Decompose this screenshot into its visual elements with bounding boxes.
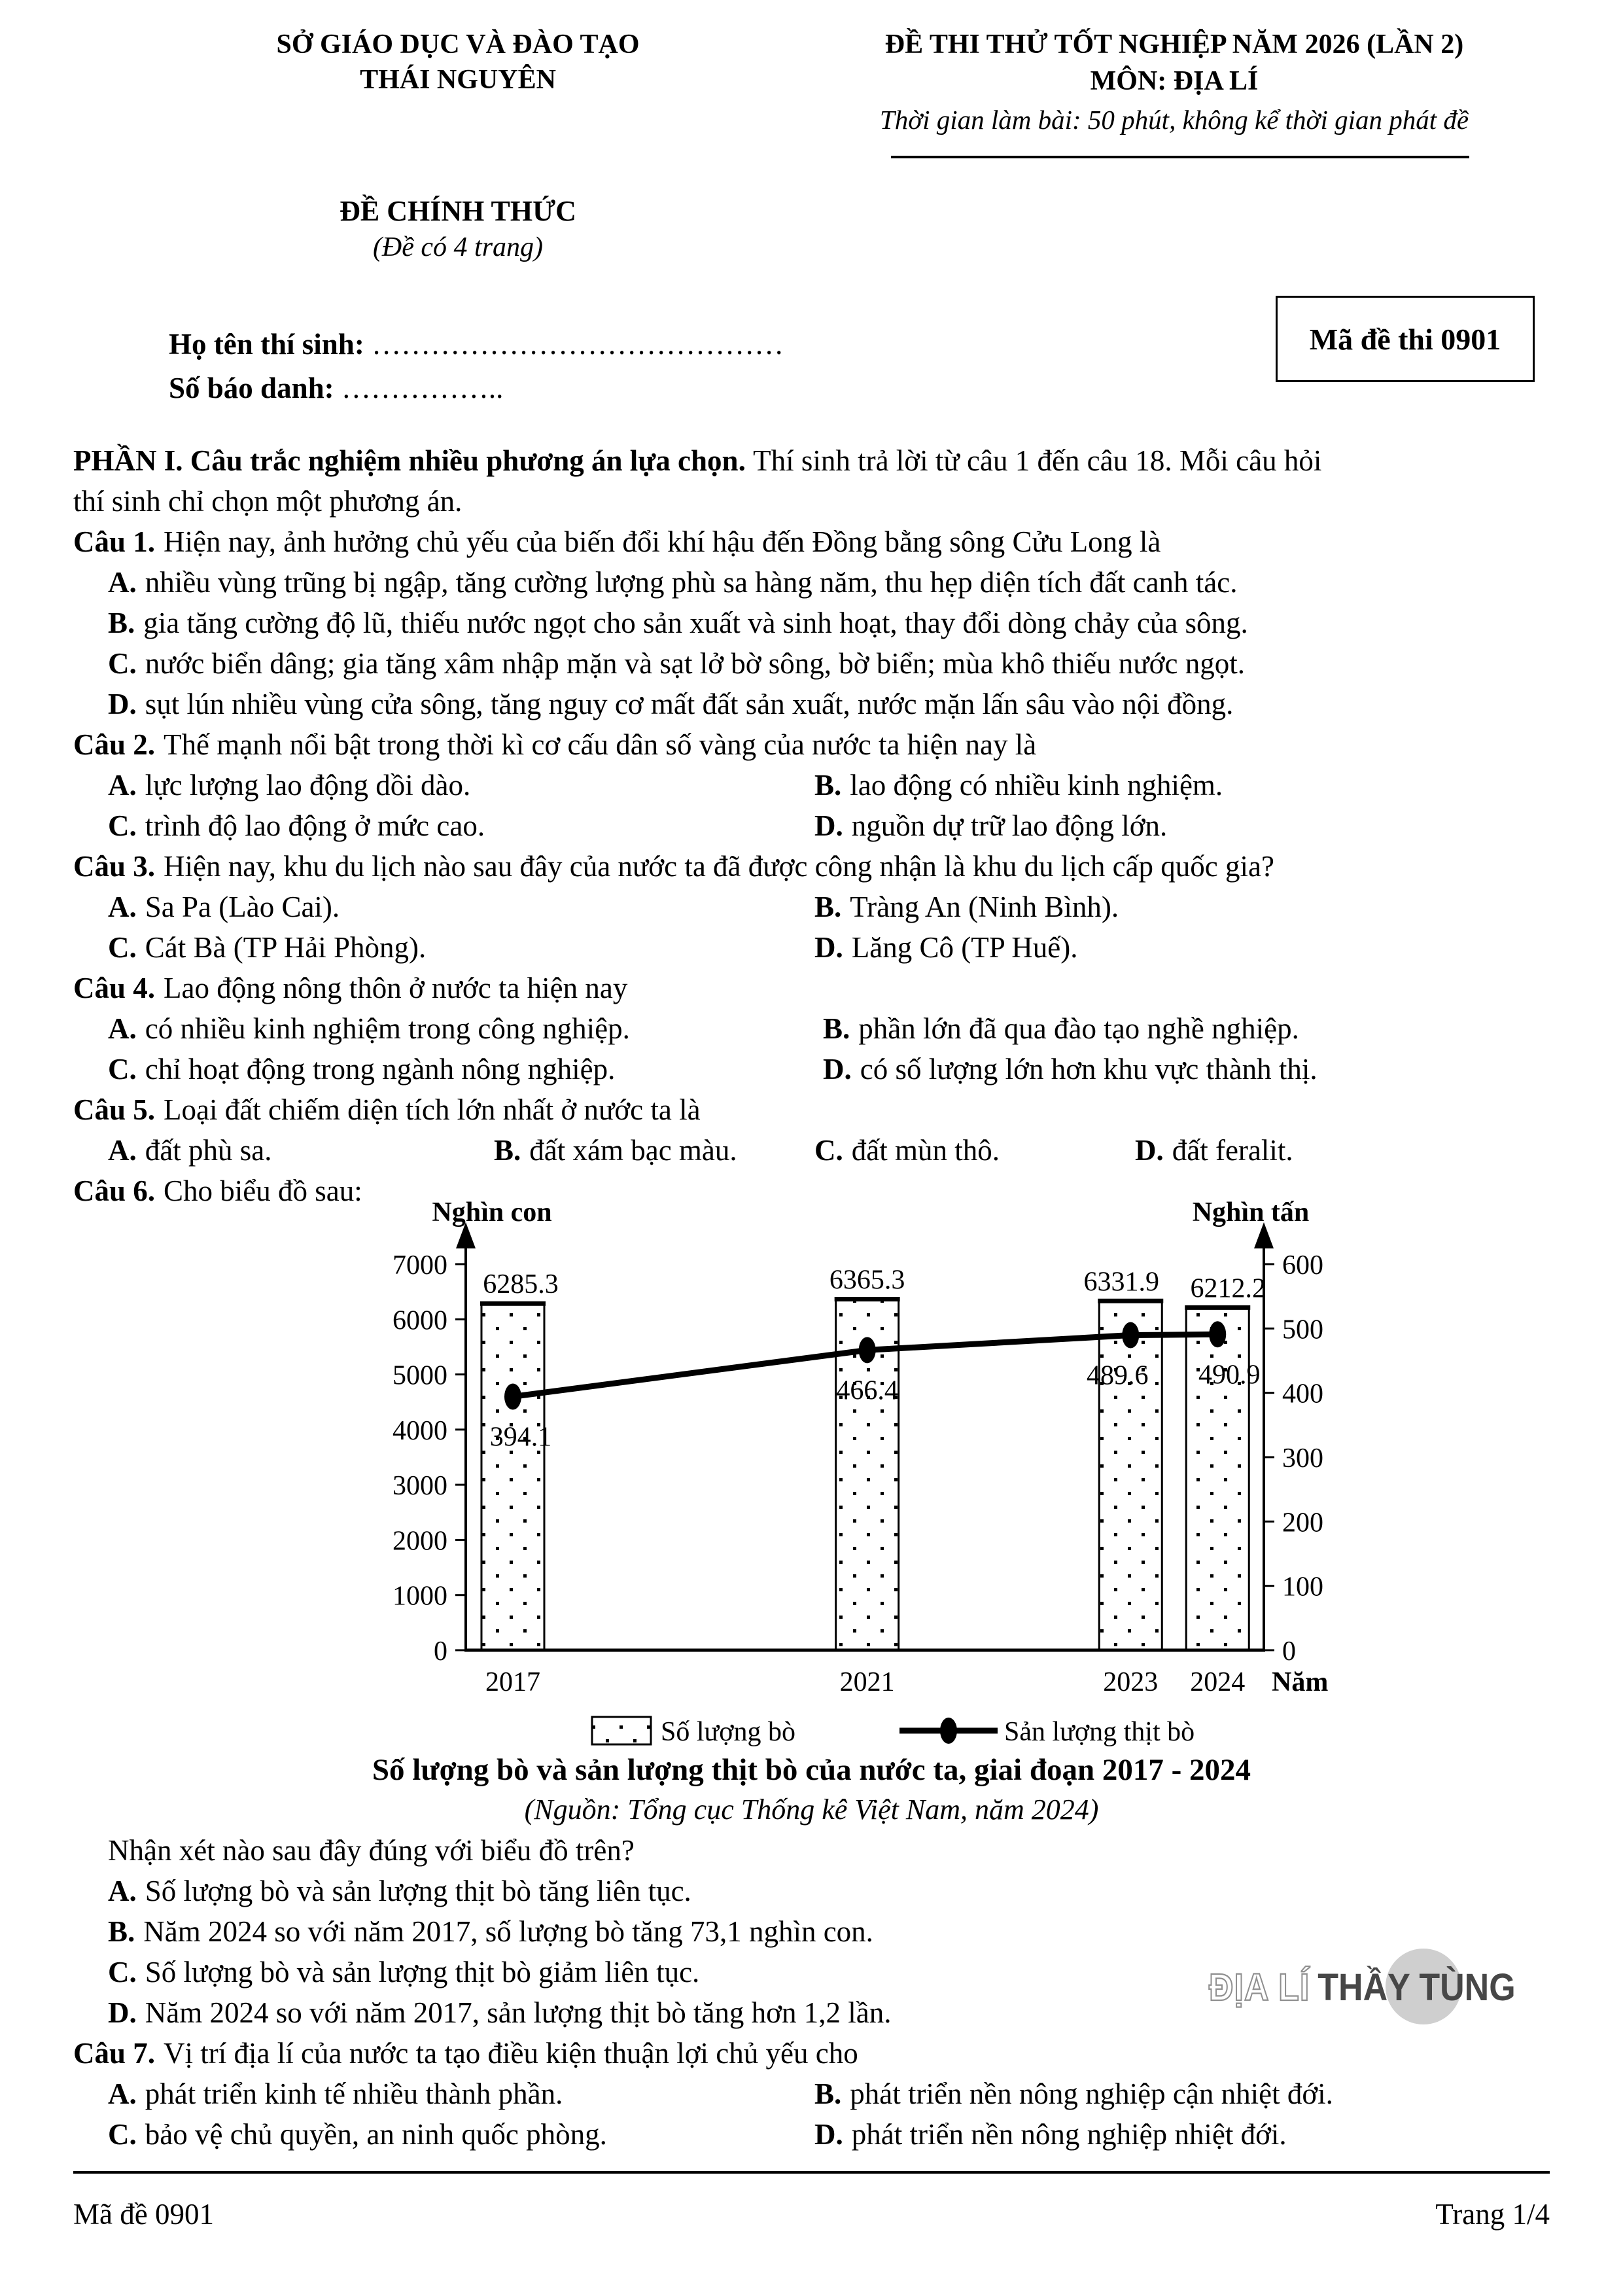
question-1-option-d: D. sụt lún nhiều vùng cửa sông, tăng nguy cơ mất đất sản xuất, nước mặn lấn sâu vào nội đồng. — [108, 688, 1234, 720]
svg-text:0: 0 — [434, 1636, 447, 1667]
svg-text:500: 500 — [1282, 1315, 1323, 1345]
question-1: Câu 1. Hiện nay, ảnh hưởng chủ yếu của biến đổi khí hậu đến Đồng bằng sông Cửu Long là — [73, 525, 1161, 558]
svg-text:2021: 2021 — [839, 1667, 895, 1697]
question-3-option-c: C. Cát Bà (TP Hải Phòng). — [108, 931, 427, 964]
svg-text:6212.2: 6212.2 — [1190, 1273, 1266, 1304]
question-5-option-c: C. đất mùn thô. — [814, 1134, 1000, 1167]
exam-title: ĐỀ THI THỬ TỐT NGHIỆP NĂM 2026 (LẦN 2) — [884, 29, 1464, 60]
svg-text:6285.3: 6285.3 — [483, 1269, 559, 1300]
svg-text:490.9: 490.9 — [1198, 1360, 1261, 1390]
question-3-option-d: D. Lăng Cô (TP Huế). — [814, 931, 1078, 964]
question-2-option-a: A. lực lượng lao động dồi dào. — [108, 769, 471, 802]
svg-text:600: 600 — [1282, 1250, 1323, 1280]
svg-text:6000: 6000 — [393, 1305, 447, 1336]
svg-text:6365.3: 6365.3 — [829, 1265, 905, 1296]
part1-heading-rest: Thí sinh trả lời từ câu 1 đến câu 18. Mỗi câu hỏi — [753, 444, 1322, 477]
svg-text:300: 300 — [1282, 1443, 1323, 1474]
candidate-name-dots: …………………………………… — [364, 328, 784, 361]
exam-subject: MÔN: ĐỊA LÍ — [1090, 66, 1259, 96]
exam-code-label: Mã đề thi 0901 — [1309, 322, 1501, 356]
svg-text:466.4: 466.4 — [836, 1375, 898, 1406]
exam-code-box — [1276, 296, 1535, 382]
question-4-option-d: D. có số lượng lớn hơn khu vực thành thị. — [823, 1053, 1318, 1086]
question-6: Câu 6. Cho biểu đồ sau: — [73, 1174, 362, 1207]
svg-text:7000: 7000 — [393, 1250, 447, 1280]
question-5-option-a: A. đất phù sa. — [108, 1134, 272, 1167]
svg-text:394.1: 394.1 — [489, 1422, 552, 1453]
svg-text:Nghìn tấn: Nghìn tấn — [1192, 1199, 1310, 1227]
svg-text:Sản lượng thịt bò: Sản lượng thịt bò — [1004, 1717, 1195, 1747]
svg-text:0: 0 — [1282, 1636, 1296, 1667]
watermark — [1209, 1966, 1516, 2009]
question-3: Câu 3. Hiện nay, khu du lịch nào sau đây của nước ta đã được công nhận là khu du lịch cấp quốc gia? — [73, 850, 1274, 883]
pages-note: (Đề có 4 trang) — [372, 232, 544, 262]
svg-text:5000: 5000 — [393, 1360, 447, 1391]
exam-duration: Thời gian làm bài: 50 phút, không kể thời gian phát đề — [879, 105, 1469, 135]
svg-text:400: 400 — [1282, 1379, 1323, 1409]
svg-text:2017: 2017 — [485, 1667, 540, 1697]
footer-divider — [73, 2171, 1550, 2174]
candidate-name-label: Họ tên thí sinh: — [169, 328, 364, 361]
question-6-option-d: D. Năm 2024 so với năm 2017, sản lượng thịt bò tăng hơn 1,2 lần. — [108, 1996, 892, 2029]
svg-text:4000: 4000 — [393, 1415, 447, 1446]
question-3-option-b: B. Tràng An (Ninh Bình). — [814, 891, 1119, 923]
combo-chart-svg — [366, 1199, 1348, 1755]
svg-text:6331.9: 6331.9 — [1083, 1267, 1160, 1298]
svg-text:Số lượng bò: Số lượng bò — [661, 1717, 796, 1747]
question-1-option-c: C. nước biển dâng; gia tăng xâm nhập mặn và sạt lở bờ sông, bờ biển; mùa khô thiếu nước ngọt. — [108, 647, 1245, 680]
svg-text:200: 200 — [1282, 1508, 1323, 1538]
question-6-option-b: B. Năm 2024 so với năm 2017, số lượng bò tăng 73,1 nghìn con. — [108, 1915, 873, 1948]
question-2-option-b: B. lao động có nhiều kinh nghiệm. — [814, 769, 1223, 802]
question-6-prompt: Nhận xét nào sau đây đúng với biểu đồ trên? — [108, 1834, 635, 1867]
question-4: Câu 4. Lao động nông thôn ở nước ta hiện nay — [73, 972, 628, 1004]
svg-text:Năm: Năm — [1272, 1667, 1329, 1697]
svg-text:2023: 2023 — [1103, 1667, 1159, 1697]
chart-title: Số lượng bò và sản lượng thịt bò của nước ta, giai đoạn 2017 - 2024 — [372, 1753, 1251, 1787]
part1-heading — [73, 442, 1623, 479]
svg-text:2024: 2024 — [1190, 1667, 1246, 1697]
chart-source: (Nguồn: Tổng cục Thống kê Việt Nam, năm 2024) — [524, 1793, 1099, 1826]
question-4-option-a: A. có nhiều kinh nghiệm trong công nghiệp. — [108, 1012, 630, 1045]
question-2: Câu 2. Thế mạnh nổi bật trong thời kì cơ cấu dân số vàng của nước ta hiện nay là — [73, 728, 1037, 761]
svg-text:1000: 1000 — [393, 1581, 447, 1612]
issuer-name: SỞ GIÁO DỤC VÀ ĐÀO TẠO — [276, 29, 640, 60]
question-5-option-d: D. đất feralit. — [1135, 1134, 1293, 1167]
question-5-option-b: B. đất xám bạc màu. — [494, 1134, 737, 1167]
part1-heading-bold: PHẦN I. Câu trắc nghiệm nhiều phương án lựa chọn. — [73, 444, 754, 477]
question-7-option-b: B. phát triển nền nông nghiệp cận nhiệt đới. — [814, 2077, 1333, 2110]
svg-text:100: 100 — [1282, 1572, 1323, 1602]
footer-exam-code: Mã đề 0901 — [73, 2198, 214, 2231]
question-5: Câu 5. Loại đất chiếm diện tích lớn nhất ở nước ta là — [73, 1093, 701, 1126]
header-divider — [891, 156, 1469, 158]
candidate-id-dots: …………….. — [334, 372, 504, 404]
question-6-option-c: C. Số lượng bò và sản lượng thịt bò giảm liên tục. — [108, 1956, 700, 1988]
svg-text:Nghìn con: Nghìn con — [432, 1199, 552, 1227]
question-3-option-a: A. Sa Pa (Lào Cai). — [108, 891, 340, 923]
question-4-option-c: C. chỉ hoạt động trong ngành nông nghiệp. — [108, 1053, 616, 1086]
footer-page-number: Trang 1/4 — [1435, 2198, 1550, 2231]
question-1-option-b: B. gia tăng cường độ lũ, thiếu nước ngọt cho sản xuất và sinh hoạt, thay đổi dòng chảy của sông. — [108, 607, 1248, 639]
question-4-option-b: B. phần lớn đã qua đào tạo nghề nghiệp. — [823, 1012, 1299, 1045]
svg-text:2000: 2000 — [393, 1526, 447, 1557]
question-1-option-a: A. nhiều vùng trũng bị ngập, tăng cường lượng phù sa hàng năm, thu hẹp diện tích đất canh tác. — [108, 566, 1238, 599]
candidate-id-label: Số báo danh: — [169, 372, 334, 404]
question-7-option-c: C. bảo vệ chủ quyền, an ninh quốc phòng. — [108, 2118, 607, 2151]
question-7-option-a: A. phát triển kinh tế nhiều thành phần. — [108, 2077, 563, 2110]
svg-text:489.6: 489.6 — [1087, 1360, 1149, 1391]
question-6-option-a: A. Số lượng bò và sản lượng thịt bò tăng liên tục. — [108, 1875, 691, 1907]
svg-text:3000: 3000 — [393, 1471, 447, 1502]
question-2-option-d: D. nguồn dự trữ lao động lớn. — [814, 809, 1168, 842]
part1-heading-line2: thí sinh chỉ chọn một phương án. — [73, 485, 462, 518]
question-7-option-d: D. phát triển nền nông nghiệp nhiệt đới. — [814, 2118, 1287, 2151]
combo-chart — [366, 1199, 1348, 1755]
official-exam-label: ĐỀ CHÍNH THỨC — [340, 195, 576, 227]
question-7: Câu 7. Vị trí địa lí của nước ta tạo điều kiện thuận lợi chủ yếu cho — [73, 2037, 858, 2070]
watermark-part2: THẦY TÙNG — [1318, 1966, 1516, 2009]
issuer-province: THÁI NGUYÊN — [360, 65, 556, 95]
question-2-option-c: C. trình độ lao động ở mức cao. — [108, 809, 485, 842]
watermark-part1: ĐỊA LÍ — [1209, 1966, 1310, 2009]
